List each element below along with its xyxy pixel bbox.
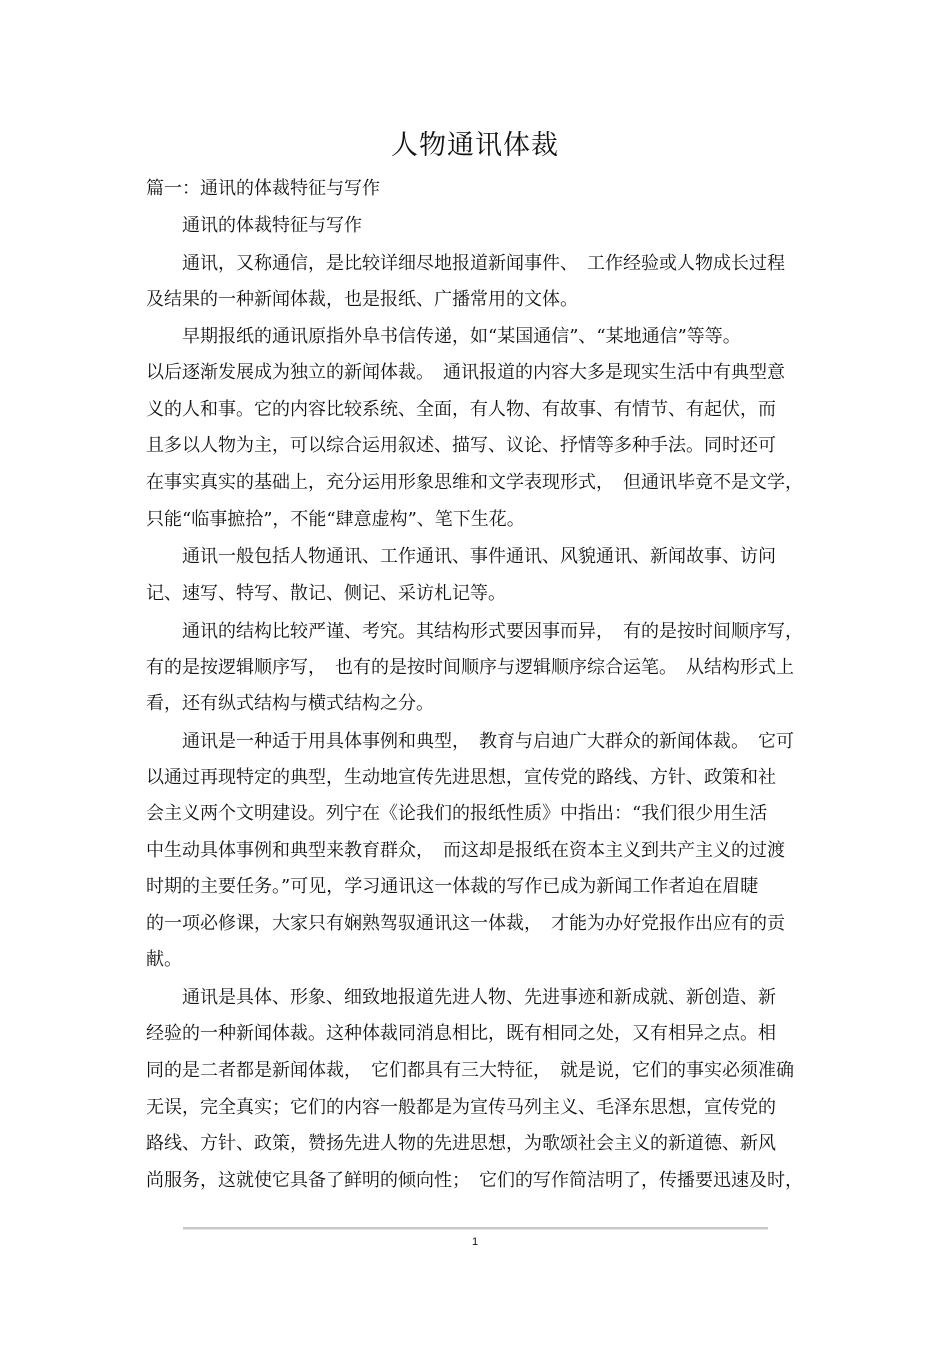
text-line: 义的人和事。它的内容比较系统、全面，有人物、有故事、有情节、有起伏，而 xyxy=(146,399,776,420)
text-line: 献。 xyxy=(146,949,182,970)
text-line: 同的是二者都是新闻体裁， 它们都具有三大特征， 就是说，它们的事实必须准确 xyxy=(146,1060,794,1081)
text-line: 的一项必修课，大家只有娴熟驾驭通讯这一体裁， 才能为办好党报作出应有的贡 xyxy=(146,913,785,934)
text-line: 通讯是具体、形象、细致地报道先进人物、先进事迹和新成就、新创造、新 xyxy=(182,987,776,1008)
document-title: 人物通讯体裁 xyxy=(391,130,559,161)
text-line: 以通过再现特定的典型，生动地宣传先进思想，宣传党的路线、方针、政策和社 xyxy=(146,767,776,788)
section-heading: 篇一：通讯的体裁特征与写作 xyxy=(146,178,380,199)
text-line: 以后逐渐发展成为独立的新闻体裁。 通讯报道的内容大多是现实生活中有典型意 xyxy=(146,362,785,383)
text-line: 看，还有纵式结构与横式结构之分。 xyxy=(146,693,434,714)
text-line: 经验的一种新闻体裁。这种体裁同消息相比，既有相同之处，又有相异之点。相 xyxy=(146,1023,776,1044)
text-line: 早期报纸的通讯原指外阜书信传递，如“某国通信”、“某地通信”等等。 xyxy=(182,326,741,347)
footer-divider xyxy=(183,1227,768,1229)
text-line: 通讯是一种适于用具体事例和典型， 教育与启迪广大群众的新闻体裁。 它可 xyxy=(182,731,794,752)
text-line: 在事实真实的基础上，充分运用形象思维和文学表现形式， 但通讯毕竟不是文学， xyxy=(146,472,803,493)
subheading: 通讯的体裁特征与写作 xyxy=(182,215,362,236)
text-line: 及结果的一种新闻体裁，也是报纸、广播常用的文体。 xyxy=(146,289,578,310)
text-line: 记、速写、特写、散记、侧记、采访札记等。 xyxy=(146,583,506,604)
page-number: 1 xyxy=(471,1236,479,1248)
text-line: 且多以人物为主，可以综合运用叙述、描写、议论、抒情等多种手法。同时还可 xyxy=(146,435,776,456)
text-line: 有的是按逻辑顺序写， 也有的是按时间顺序与逻辑顺序综合运笔。 从结构形式上 xyxy=(146,657,794,678)
text-line: 路线、方针、政策，赞扬先进人物的先进思想，为歌颂社会主义的新道德、新风 xyxy=(146,1133,776,1154)
text-line: 通讯一般包括人物通讯、工作通讯、事件通讯、风貌通讯、新闻故事、访问 xyxy=(182,546,776,567)
text-line: 时期的主要任务。”可见，学习通讯这一体裁的写作已成为新闻工作者迫在眉睫 xyxy=(146,876,759,897)
text-line: 通讯的结构比较严谨、考究。其结构形式要因事而异， 有的是按时间顺序写， xyxy=(182,621,803,642)
text-line: 中生动具体事例和典型来教育群众， 而这却是报纸在资本主义到共产主义的过渡 xyxy=(146,840,785,861)
text-line: 尚服务，这就使它具备了鲜明的倾向性； 它们的写作简洁明了，传播要迅速及时， xyxy=(146,1170,803,1191)
text-line: 无误，完全真实；它们的内容一般都是为宣传马列主义、毛泽东思想，宣传党的 xyxy=(146,1097,776,1118)
text-line: 通讯，又称通信，是比较详细尽地报道新闻事件、 工作经验或人物成长过程 xyxy=(182,253,785,274)
text-line: 只能“临事摭拾”，不能“肆意虚构”、笔下生花。 xyxy=(146,509,525,530)
text-line: 会主义两个文明建设。列宁在《论我们的报纸性质》中指出：“我们很少用生活 xyxy=(146,803,768,824)
